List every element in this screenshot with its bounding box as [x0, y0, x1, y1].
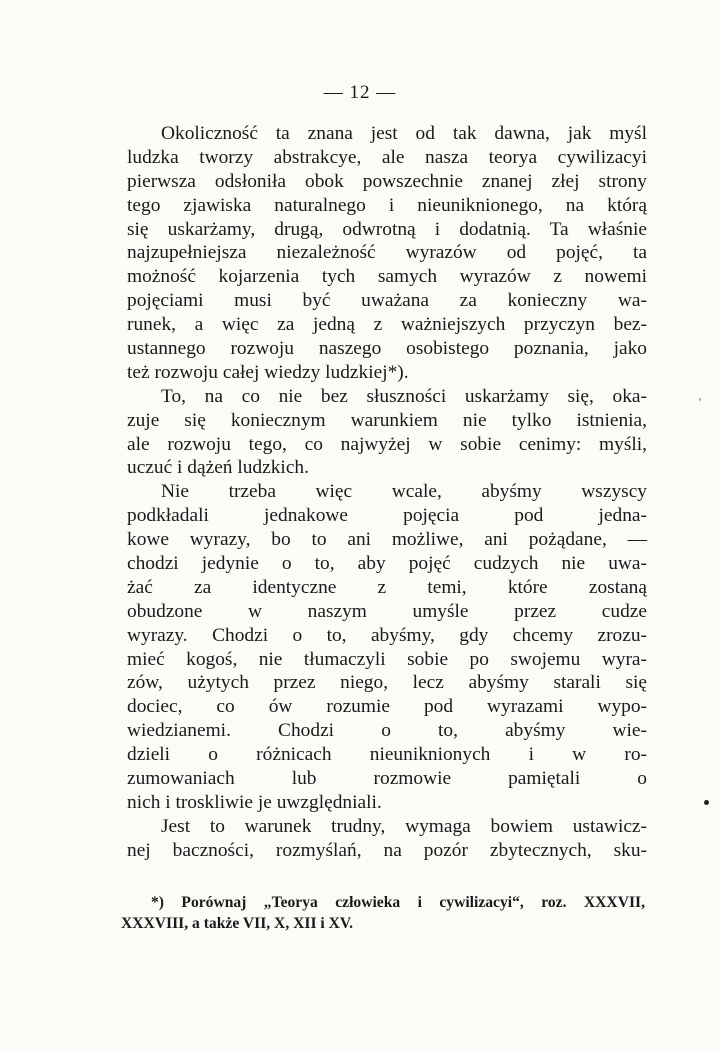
body-text	[127, 122, 647, 863]
text-line: ustannego rozwoju naszego osobistego poznania, jako	[127, 338, 647, 360]
footnote-line: *) Porównaj „Teorya człowieka i cywilizacyi“, roz. XXXVII,	[151, 894, 645, 911]
text-line: żać za identyczne z temi, które zostaną	[127, 576, 647, 598]
text-line: kowe wyrazy, bo to ani możliwe, ani pożądane, —	[127, 529, 647, 551]
text-line: wyrazy. Chodzi o to, abyśmy, gdy chcemy zrozu-	[127, 624, 647, 646]
text-line: podkładali jednakowe pojęcia pod jedna-	[127, 505, 647, 527]
text-line: To, na co nie bez słuszności uskarżamy się, oka-	[161, 385, 647, 407]
text-line: się uskarżamy, drugą, odwrotną i dodatnią. Ta właśnie	[127, 218, 647, 240]
ink-speck	[704, 800, 709, 805]
text-line: runek, a więc za jedną z ważniejszych przyczyn bez-	[127, 314, 647, 336]
text-line: mieć kogoś, nie tłumaczyli sobie po swojemu wyra-	[127, 648, 647, 670]
footnote	[121, 892, 645, 934]
text-line: dociec, co ów rozumie pod wyrazami wypo-	[127, 696, 647, 718]
text-line: wiedzianemi. Chodzi o to, abyśmy wie-	[127, 720, 647, 742]
text-line: tego zjawiska naturalnego i nieuniknionego, na którą	[127, 194, 647, 216]
text-line: zumowaniach lub rozmowie pamiętali o	[127, 768, 647, 790]
text-line: najzupełniejsza niezależność wyrazów od pojęć, ta	[127, 242, 647, 264]
text-line: Nie trzeba więc wcale, abyśmy wszyscy	[161, 481, 647, 503]
ink-speck	[699, 398, 701, 401]
page-number: — 12 —	[323, 82, 397, 103]
text-line: ludzka tworzy abstrakcye, ale nasza teorya cywilizacyi	[127, 146, 647, 168]
text-line: zuje się koniecznym warunkiem nie tylko istnienia,	[127, 409, 647, 431]
text-line: Jest to warunek trudny, wymaga bowiem ustawicz-	[161, 815, 647, 837]
text-line: pierwsza odsłoniła obok powszechnie znanej złej strony	[127, 170, 647, 192]
text-line: pojęciami musi być uważana za konieczny wa-	[127, 290, 647, 312]
text-line: nich i troskliwie je uwzględniali.	[127, 791, 382, 813]
text-line: obudzone w naszym umyśle przez cudze	[127, 600, 647, 622]
text-line: dzieli o różnicach nieuniknionych i w ro-	[127, 744, 647, 766]
text-line: Okoliczność ta znana jest od tak dawna, jak myśl	[161, 123, 647, 144]
text-line: zów, użytych przez niego, lecz abyśmy starali się	[127, 672, 647, 694]
footnote-line: XXXVIII, a także VII, X, XII i XV.	[121, 915, 354, 932]
text-line: chodzi jedynie o to, aby pojęć cudzych nie uwa-	[127, 553, 647, 575]
text-line: możność kojarzenia tych samych wyrazów z nowemi	[127, 266, 647, 288]
text-line: nej baczności, rozmyślań, na pozór zbytecznych, sku-	[127, 839, 647, 861]
text-line: ale rozwoju tego, co najwyżej w sobie cenimy: myśli,	[127, 433, 647, 455]
text-line: też rozwoju całej wiedzy ludzkiej*).	[127, 361, 409, 383]
text-line: uczuć i dążeń ludzkich.	[127, 457, 309, 479]
